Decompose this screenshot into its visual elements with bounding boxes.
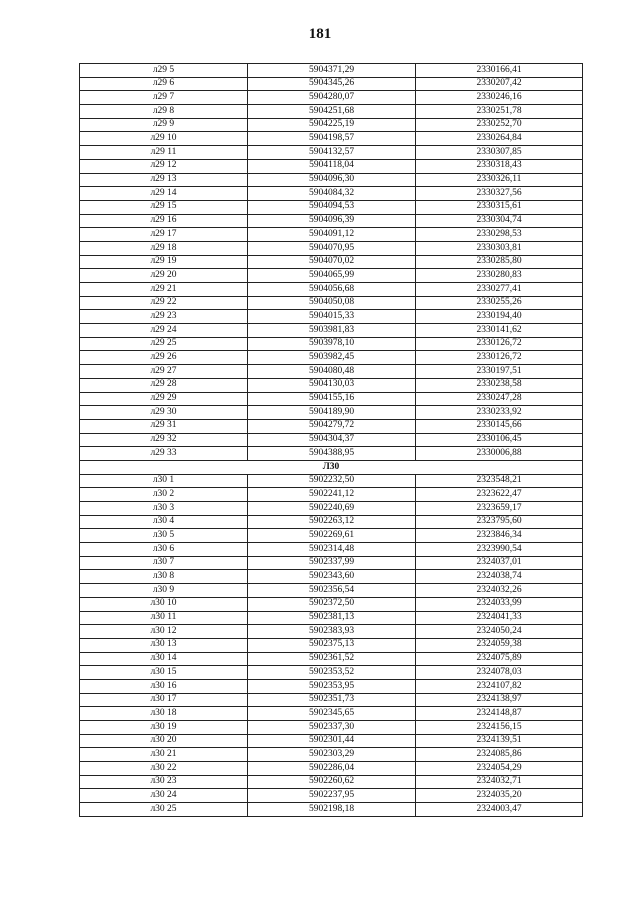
y-coordinate-cell: 2330298,53 bbox=[416, 228, 583, 242]
x-coordinate-cell: 5904070,95 bbox=[248, 241, 416, 255]
table-row bbox=[80, 556, 583, 570]
x-coordinate-cell: 5904050,08 bbox=[248, 296, 416, 310]
x-coordinate-cell: 5904015,33 bbox=[248, 310, 416, 324]
coordinates-table-body bbox=[80, 64, 583, 817]
point-id-cell: л30 5 bbox=[80, 529, 248, 543]
point-id-cell: л29 33 bbox=[80, 447, 248, 461]
x-coordinate-cell: 5902198,18 bbox=[248, 803, 416, 817]
y-coordinate-cell: 2324032,71 bbox=[416, 775, 583, 789]
y-coordinate-cell: 2323659,17 bbox=[416, 502, 583, 516]
table-row bbox=[80, 105, 583, 119]
x-coordinate-cell: 5904056,68 bbox=[248, 283, 416, 297]
table-row bbox=[80, 447, 583, 461]
point-id-cell: л30 14 bbox=[80, 652, 248, 666]
x-coordinate-cell: 5902351,73 bbox=[248, 693, 416, 707]
table-row bbox=[80, 283, 583, 297]
table-row bbox=[80, 803, 583, 817]
table-row bbox=[80, 187, 583, 201]
y-coordinate-cell: 2330303,81 bbox=[416, 241, 583, 255]
x-coordinate-cell: 5902314,48 bbox=[248, 543, 416, 557]
y-coordinate-cell: 2330126,72 bbox=[416, 351, 583, 365]
point-id-cell: л29 8 bbox=[80, 105, 248, 119]
x-coordinate-cell: 5902345,65 bbox=[248, 707, 416, 721]
point-id-cell: л29 17 bbox=[80, 228, 248, 242]
table-row bbox=[80, 337, 583, 351]
y-coordinate-cell: 2323795,60 bbox=[416, 515, 583, 529]
table-row bbox=[80, 310, 583, 324]
table-row bbox=[80, 228, 583, 242]
table-row bbox=[80, 392, 583, 406]
x-coordinate-cell: 5902263,12 bbox=[248, 515, 416, 529]
table-row bbox=[80, 570, 583, 584]
coordinates-table bbox=[79, 63, 583, 817]
x-coordinate-cell: 5904132,57 bbox=[248, 146, 416, 160]
x-coordinate-cell: 5904080,48 bbox=[248, 365, 416, 379]
y-coordinate-cell: 2330264,84 bbox=[416, 132, 583, 146]
y-coordinate-cell: 2330326,11 bbox=[416, 173, 583, 187]
y-coordinate-cell: 2323846,34 bbox=[416, 529, 583, 543]
table-row bbox=[80, 638, 583, 652]
x-coordinate-cell: 5904155,16 bbox=[248, 392, 416, 406]
y-coordinate-cell: 2330251,78 bbox=[416, 105, 583, 119]
y-coordinate-cell: 2330307,85 bbox=[416, 146, 583, 160]
x-coordinate-cell: 5904388,95 bbox=[248, 447, 416, 461]
y-coordinate-cell: 2330304,74 bbox=[416, 214, 583, 228]
x-coordinate-cell: 5902286,04 bbox=[248, 762, 416, 776]
point-id-cell: л30 24 bbox=[80, 789, 248, 803]
point-id-cell: л30 3 bbox=[80, 502, 248, 516]
table-row bbox=[80, 433, 583, 447]
x-coordinate-cell: 5904225,19 bbox=[248, 118, 416, 132]
table-row bbox=[80, 173, 583, 187]
y-coordinate-cell: 2330233,92 bbox=[416, 406, 583, 420]
y-coordinate-cell: 2330315,61 bbox=[416, 200, 583, 214]
point-id-cell: л29 22 bbox=[80, 296, 248, 310]
table-row bbox=[80, 77, 583, 91]
x-coordinate-cell: 5902356,54 bbox=[248, 584, 416, 598]
page-number: 181 bbox=[308, 26, 332, 42]
x-coordinate-cell: 5903981,83 bbox=[248, 324, 416, 338]
table-row bbox=[80, 146, 583, 160]
y-coordinate-cell: 2330238,58 bbox=[416, 378, 583, 392]
point-id-cell: л30 15 bbox=[80, 666, 248, 680]
x-coordinate-cell: 5904251,68 bbox=[248, 105, 416, 119]
point-id-cell: л30 6 bbox=[80, 543, 248, 557]
point-id-cell: л29 15 bbox=[80, 200, 248, 214]
y-coordinate-cell: 2324138,97 bbox=[416, 693, 583, 707]
table-row bbox=[80, 351, 583, 365]
x-coordinate-cell: 5902353,52 bbox=[248, 666, 416, 680]
point-id-cell: л29 10 bbox=[80, 132, 248, 146]
point-id-cell: л29 11 bbox=[80, 146, 248, 160]
x-coordinate-cell: 5902237,95 bbox=[248, 789, 416, 803]
point-id-cell: л29 19 bbox=[80, 255, 248, 269]
point-id-cell: л30 2 bbox=[80, 488, 248, 502]
point-id-cell: л30 21 bbox=[80, 748, 248, 762]
x-coordinate-cell: 5904345,26 bbox=[248, 77, 416, 91]
table-row bbox=[80, 406, 583, 420]
y-coordinate-cell: 2323622,47 bbox=[416, 488, 583, 502]
x-coordinate-cell: 5903978,10 bbox=[248, 337, 416, 351]
table-row bbox=[80, 474, 583, 488]
y-coordinate-cell: 2330318,43 bbox=[416, 159, 583, 173]
point-id-cell: л29 31 bbox=[80, 419, 248, 433]
table-row bbox=[80, 762, 583, 776]
table-row bbox=[80, 611, 583, 625]
y-coordinate-cell: 2330277,41 bbox=[416, 283, 583, 297]
point-id-cell: л29 7 bbox=[80, 91, 248, 105]
table-row bbox=[80, 324, 583, 338]
y-coordinate-cell: 2324035,20 bbox=[416, 789, 583, 803]
point-id-cell: л29 5 bbox=[80, 64, 248, 78]
x-coordinate-cell: 5902372,50 bbox=[248, 597, 416, 611]
point-id-cell: л29 21 bbox=[80, 283, 248, 297]
x-coordinate-cell: 5904304,37 bbox=[248, 433, 416, 447]
y-coordinate-cell: 2330194,40 bbox=[416, 310, 583, 324]
y-coordinate-cell: 2324038,74 bbox=[416, 570, 583, 584]
point-id-cell: л30 7 bbox=[80, 556, 248, 570]
point-id-cell: л29 9 bbox=[80, 118, 248, 132]
x-coordinate-cell: 5904189,90 bbox=[248, 406, 416, 420]
table-row bbox=[80, 159, 583, 173]
y-coordinate-cell: 2330006,88 bbox=[416, 447, 583, 461]
table-row bbox=[80, 296, 583, 310]
point-id-cell: л29 18 bbox=[80, 241, 248, 255]
y-coordinate-cell: 2330280,83 bbox=[416, 269, 583, 283]
point-id-cell: л29 14 bbox=[80, 187, 248, 201]
y-coordinate-cell: 2324078,03 bbox=[416, 666, 583, 680]
table-row bbox=[80, 789, 583, 803]
point-id-cell: л29 27 bbox=[80, 365, 248, 379]
x-coordinate-cell: 5902240,69 bbox=[248, 502, 416, 516]
table-row bbox=[80, 118, 583, 132]
x-coordinate-cell: 5904094,53 bbox=[248, 200, 416, 214]
table-row bbox=[80, 707, 583, 721]
point-id-cell: л29 13 bbox=[80, 173, 248, 187]
x-coordinate-cell: 5902337,30 bbox=[248, 721, 416, 735]
table-row bbox=[80, 679, 583, 693]
point-id-cell: л29 28 bbox=[80, 378, 248, 392]
table-row bbox=[80, 378, 583, 392]
x-coordinate-cell: 5902232,50 bbox=[248, 474, 416, 488]
y-coordinate-cell: 2324054,29 bbox=[416, 762, 583, 776]
point-id-cell: л30 20 bbox=[80, 734, 248, 748]
x-coordinate-cell: 5902383,93 bbox=[248, 625, 416, 639]
x-coordinate-cell: 5902303,29 bbox=[248, 748, 416, 762]
x-coordinate-cell: 5904070,02 bbox=[248, 255, 416, 269]
point-id-cell: л29 32 bbox=[80, 433, 248, 447]
point-id-cell: л29 26 bbox=[80, 351, 248, 365]
x-coordinate-cell: 5904091,12 bbox=[248, 228, 416, 242]
point-id-cell: л29 25 bbox=[80, 337, 248, 351]
x-coordinate-cell: 5902375,13 bbox=[248, 638, 416, 652]
table-row bbox=[80, 64, 583, 78]
table-row bbox=[80, 502, 583, 516]
table-row bbox=[80, 91, 583, 105]
x-coordinate-cell: 5904279,72 bbox=[248, 419, 416, 433]
x-coordinate-cell: 5904371,29 bbox=[248, 64, 416, 78]
y-coordinate-cell: 2324041,33 bbox=[416, 611, 583, 625]
y-coordinate-cell: 2330145,66 bbox=[416, 419, 583, 433]
table-row bbox=[80, 625, 583, 639]
x-coordinate-cell: 5902361,52 bbox=[248, 652, 416, 666]
point-id-cell: л30 16 bbox=[80, 679, 248, 693]
table-row bbox=[80, 241, 583, 255]
point-id-cell: л30 23 bbox=[80, 775, 248, 789]
table-row bbox=[80, 666, 583, 680]
point-id-cell: л30 19 bbox=[80, 721, 248, 735]
y-coordinate-cell: 2323990,54 bbox=[416, 543, 583, 557]
table-row bbox=[80, 734, 583, 748]
x-coordinate-cell: 5904280,07 bbox=[248, 91, 416, 105]
y-coordinate-cell: 2324032,26 bbox=[416, 584, 583, 598]
x-coordinate-cell: 5904065,99 bbox=[248, 269, 416, 283]
point-id-cell: л30 22 bbox=[80, 762, 248, 776]
point-id-cell: л30 8 bbox=[80, 570, 248, 584]
point-id-cell: л29 23 bbox=[80, 310, 248, 324]
x-coordinate-cell: 5902381,13 bbox=[248, 611, 416, 625]
y-coordinate-cell: 2324085,86 bbox=[416, 748, 583, 762]
x-coordinate-cell: 5904096,30 bbox=[248, 173, 416, 187]
table-row bbox=[80, 775, 583, 789]
point-id-cell: л30 25 bbox=[80, 803, 248, 817]
table-row bbox=[80, 132, 583, 146]
x-coordinate-cell: 5902269,61 bbox=[248, 529, 416, 543]
y-coordinate-cell: 2330247,28 bbox=[416, 392, 583, 406]
y-coordinate-cell: 2324107,82 bbox=[416, 679, 583, 693]
y-coordinate-cell: 2324075,89 bbox=[416, 652, 583, 666]
x-coordinate-cell: 5904130,03 bbox=[248, 378, 416, 392]
table-row bbox=[80, 255, 583, 269]
point-id-cell: л29 29 bbox=[80, 392, 248, 406]
x-coordinate-cell: 5904198,57 bbox=[248, 132, 416, 146]
y-coordinate-cell: 2330255,26 bbox=[416, 296, 583, 310]
x-coordinate-cell: 5904084,32 bbox=[248, 187, 416, 201]
table-row bbox=[80, 419, 583, 433]
point-id-cell: л30 12 bbox=[80, 625, 248, 639]
table-row bbox=[80, 488, 583, 502]
y-coordinate-cell: 2330106,45 bbox=[416, 433, 583, 447]
y-coordinate-cell: 2324003,47 bbox=[416, 803, 583, 817]
y-coordinate-cell: 2330252,70 bbox=[416, 118, 583, 132]
table-row bbox=[80, 693, 583, 707]
point-id-cell: л30 9 bbox=[80, 584, 248, 598]
table-row bbox=[80, 652, 583, 666]
x-coordinate-cell: 5902343,60 bbox=[248, 570, 416, 584]
y-coordinate-cell: 2330141,62 bbox=[416, 324, 583, 338]
x-coordinate-cell: 5902301,44 bbox=[248, 734, 416, 748]
section-header: Л30 bbox=[80, 460, 583, 474]
point-id-cell: л29 20 bbox=[80, 269, 248, 283]
x-coordinate-cell: 5902353,95 bbox=[248, 679, 416, 693]
y-coordinate-cell: 2323548,21 bbox=[416, 474, 583, 488]
point-id-cell: л30 1 bbox=[80, 474, 248, 488]
point-id-cell: л30 17 bbox=[80, 693, 248, 707]
table-row bbox=[80, 597, 583, 611]
x-coordinate-cell: 5902241,12 bbox=[248, 488, 416, 502]
table-row bbox=[80, 721, 583, 735]
point-id-cell: л29 16 bbox=[80, 214, 248, 228]
y-coordinate-cell: 2324148,87 bbox=[416, 707, 583, 721]
x-coordinate-cell: 5903982,45 bbox=[248, 351, 416, 365]
y-coordinate-cell: 2324037,01 bbox=[416, 556, 583, 570]
y-coordinate-cell: 2330197,51 bbox=[416, 365, 583, 379]
y-coordinate-cell: 2330246,16 bbox=[416, 91, 583, 105]
x-coordinate-cell: 5902260,62 bbox=[248, 775, 416, 789]
point-id-cell: л30 11 bbox=[80, 611, 248, 625]
y-coordinate-cell: 2330126,72 bbox=[416, 337, 583, 351]
table-row bbox=[80, 515, 583, 529]
table-row bbox=[80, 748, 583, 762]
y-coordinate-cell: 2324139,51 bbox=[416, 734, 583, 748]
point-id-cell: л29 12 bbox=[80, 159, 248, 173]
table-row bbox=[80, 214, 583, 228]
section-header-row bbox=[80, 460, 583, 474]
point-id-cell: л30 10 bbox=[80, 597, 248, 611]
y-coordinate-cell: 2330327,56 bbox=[416, 187, 583, 201]
y-coordinate-cell: 2324156,15 bbox=[416, 721, 583, 735]
table-row bbox=[80, 529, 583, 543]
y-coordinate-cell: 2330166,41 bbox=[416, 64, 583, 78]
point-id-cell: л29 24 bbox=[80, 324, 248, 338]
point-id-cell: л30 18 bbox=[80, 707, 248, 721]
x-coordinate-cell: 5904118,04 bbox=[248, 159, 416, 173]
x-coordinate-cell: 5904096,39 bbox=[248, 214, 416, 228]
y-coordinate-cell: 2324050,24 bbox=[416, 625, 583, 639]
point-id-cell: л30 4 bbox=[80, 515, 248, 529]
point-id-cell: л29 6 bbox=[80, 77, 248, 91]
y-coordinate-cell: 2324033,99 bbox=[416, 597, 583, 611]
y-coordinate-cell: 2330285,80 bbox=[416, 255, 583, 269]
table-row bbox=[80, 584, 583, 598]
table-row bbox=[80, 269, 583, 283]
table-row bbox=[80, 543, 583, 557]
y-coordinate-cell: 2324059,38 bbox=[416, 638, 583, 652]
table-row bbox=[80, 365, 583, 379]
x-coordinate-cell: 5902337,99 bbox=[248, 556, 416, 570]
point-id-cell: л30 13 bbox=[80, 638, 248, 652]
y-coordinate-cell: 2330207,42 bbox=[416, 77, 583, 91]
point-id-cell: л29 30 bbox=[80, 406, 248, 420]
table-row bbox=[80, 200, 583, 214]
